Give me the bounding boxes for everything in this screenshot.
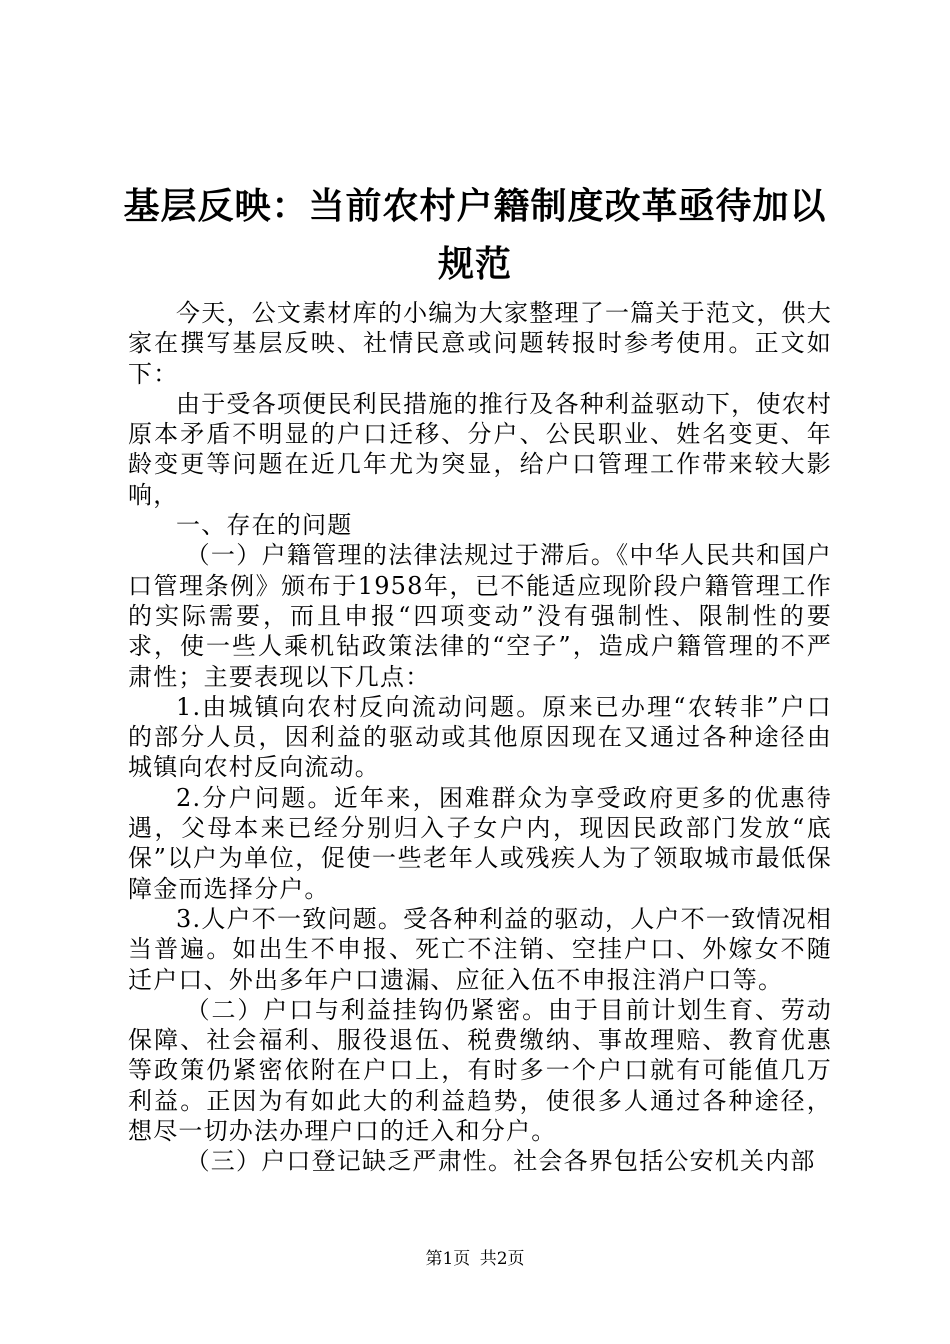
page-total: 共2页 xyxy=(479,1249,525,1269)
paragraph-item-1: 1.由城镇向农村反向流动问题。原来已办理“农转非”户口的部分人员，因利益的驱动或其他原因现在又通过各种途径由城镇向农村反向流动。 xyxy=(128,692,832,782)
paragraph-item-2: 2.分户问题。近年来，困难群众为享受政府更多的优惠待遇，父母本来已经分别归入子女户内，现因民政部门发放“底保”以户为单位，促使一些老年人或残疾人为了领取城市最低保障金而选择分户。 xyxy=(128,783,832,903)
document-body xyxy=(128,298,832,1177)
document-title: 基层反映：当前农村户籍制度改革亟待加以规范 xyxy=(123,186,827,285)
page-number: 第1页 xyxy=(425,1249,471,1269)
paragraph-item-3: 3.人户不一致问题。受各种利益的驱动，人户不一致情况相当普遍。如出生不申报、死亡不注销、空挂户口、外嫁女不随迁户口、外出多年户口遗漏、应征入伍不申报注消户口等。 xyxy=(128,904,832,994)
paragraph-background: 由于受各项便民利民措施的推行及各种利益驱动下，使农村原本矛盾不明显的户口迁移、分户、公民职业、姓名变更、年龄变更等问题在近几年尤为突显，给户口管理工作带来较大影响， xyxy=(128,389,832,509)
section-heading-problems: 一、存在的问题 xyxy=(176,511,353,540)
paragraph-problem-1: （一）户籍管理的法律法规过于滞后。《中华人民共和国户口管理条例》颁布于1958年，已不能适应现阶段户籍管理工作的实际需要，而且申报“四项变动”没有强制性、限制性的要求，使一些人乘机钻政策法律的“空子”，造成户籍管理的不严肃性；主要表现以下几点： xyxy=(128,541,832,691)
page-footer xyxy=(0,1248,950,1270)
paragraph-intro: 今天，公文素材库的小编为大家整理了一篇关于范文，供大家在撰写基层反映、社情民意或问题转报时参考使用。正文如下： xyxy=(128,299,832,388)
paragraph-problem-2: （二）户口与利益挂钩仍紧密。由于目前计划生育、劳动保障、社会福利、服役退伍、税费缴纳、事故理赔、教育优惠等政策仍紧密依附在户口上，有时多一个户口就有可能值几万利益。正因为有如此大的利益趋势，使很多人通过各种途径，想尽一切办法办理户口的迁入和分户。 xyxy=(128,995,832,1146)
paragraph-problem-3: （三）户口登记缺乏严肃性。社会各界包括公安机关内部 xyxy=(185,1147,816,1176)
